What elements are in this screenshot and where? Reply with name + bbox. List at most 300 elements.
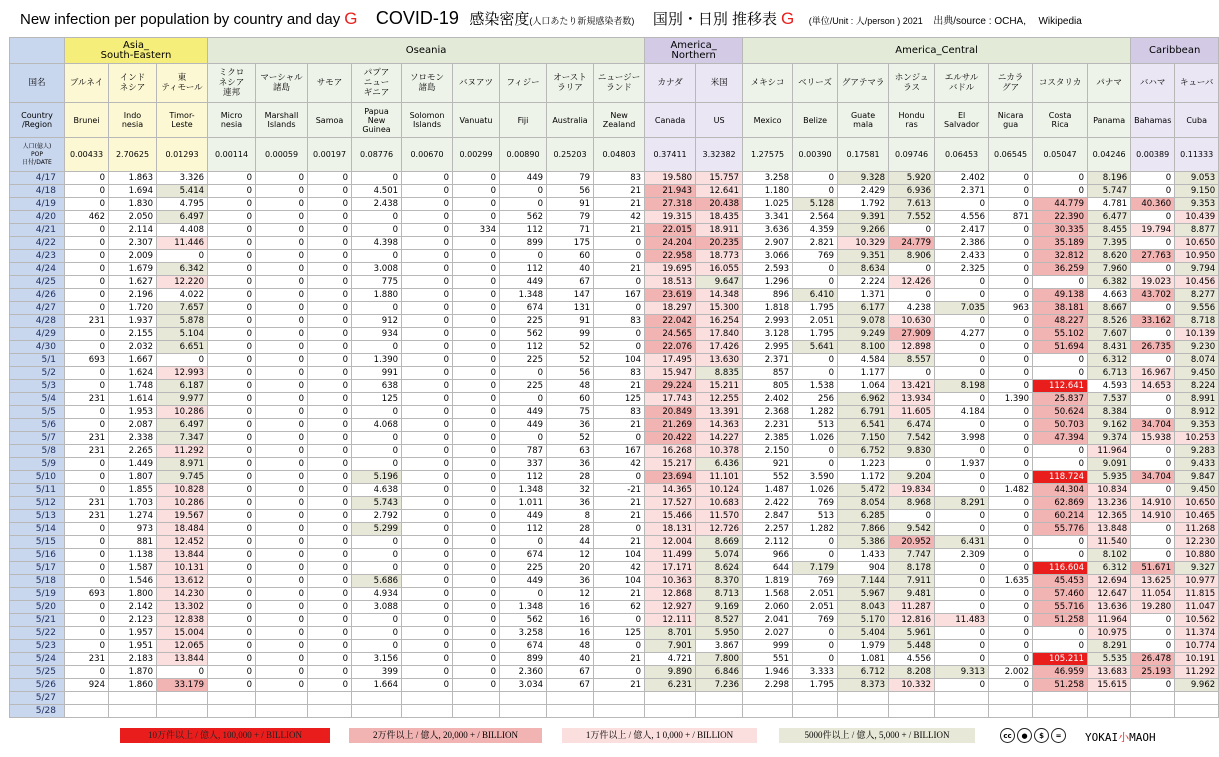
value-cell: 2.402	[935, 172, 989, 185]
value-cell: 0	[1033, 627, 1088, 640]
value-cell	[500, 692, 547, 705]
value-cell: 63	[547, 445, 594, 458]
value-cell: 0	[256, 484, 308, 497]
value-cell: 0	[208, 406, 256, 419]
value-cell: 0	[65, 458, 109, 471]
value-cell: 5.128	[793, 198, 838, 211]
value-cell: 9.890	[645, 666, 696, 679]
value-cell: 0	[989, 367, 1033, 380]
value-cell: 1.081	[838, 653, 889, 666]
country-name-en: Belize	[793, 103, 838, 138]
table-row	[10, 536, 1219, 549]
country-name-jp: ニカラ グア	[989, 64, 1033, 103]
date-cell: 4/19	[10, 198, 65, 211]
value-cell: 0	[256, 510, 308, 523]
value-cell: 0	[256, 614, 308, 627]
value-cell: 991	[352, 367, 402, 380]
value-cell: 62.869	[1033, 497, 1088, 510]
value-cell: 1.855	[109, 484, 157, 497]
value-cell: 0	[208, 484, 256, 497]
value-cell: 10.286	[157, 497, 208, 510]
country-name-jp: インド ネシア	[109, 64, 157, 103]
value-cell: 0	[308, 484, 352, 497]
value-cell: 10.139	[1175, 328, 1219, 341]
value-cell: 1.624	[109, 367, 157, 380]
value-cell: 0	[256, 458, 308, 471]
country-jp-row	[10, 64, 1219, 103]
value-cell: 0	[352, 302, 402, 315]
value-cell: 21	[594, 419, 645, 432]
value-cell: 13.236	[1088, 497, 1131, 510]
date-cell: 5/9	[10, 458, 65, 471]
value-cell: 871	[989, 211, 1033, 224]
value-cell: 13.625	[1131, 575, 1175, 588]
value-cell: 1.026	[793, 432, 838, 445]
value-cell: 0	[989, 536, 1033, 549]
value-cell: 8.634	[838, 263, 889, 276]
value-cell: 963	[989, 302, 1033, 315]
value-cell: 0	[594, 640, 645, 653]
value-cell: 0	[402, 523, 453, 536]
value-cell: 48.227	[1033, 315, 1088, 328]
date-cell: 5/4	[10, 393, 65, 406]
value-cell: 0	[989, 406, 1033, 419]
value-cell: 0	[402, 536, 453, 549]
value-cell: 1.546	[109, 575, 157, 588]
value-cell: 8.373	[838, 679, 889, 692]
value-cell: 28	[547, 471, 594, 484]
value-cell: 8.526	[1088, 315, 1131, 328]
table-row	[10, 640, 1219, 653]
value-cell: 1.390	[352, 354, 402, 367]
value-cell: 0	[989, 185, 1033, 198]
value-cell: 10.332	[889, 679, 935, 692]
value-cell: 0	[208, 419, 256, 432]
value-cell: 1.487	[743, 484, 793, 497]
value-cell: 1.180	[743, 185, 793, 198]
value-cell: 6.712	[838, 666, 889, 679]
value-cell: 8.178	[889, 562, 935, 575]
value-cell: 0	[402, 640, 453, 653]
value-cell: 0	[352, 341, 402, 354]
value-cell: 1.795	[793, 328, 838, 341]
value-cell: 0	[65, 523, 109, 536]
value-cell: 0	[453, 172, 500, 185]
value-cell: 21	[594, 536, 645, 549]
value-cell: 449	[500, 172, 547, 185]
value-cell: 22.015	[645, 224, 696, 237]
value-cell: 0	[256, 562, 308, 575]
value-cell: 2.402	[743, 393, 793, 406]
value-cell: 0	[256, 276, 308, 289]
value-cell: 10.683	[696, 497, 743, 510]
value-cell: 0	[402, 679, 453, 692]
country-name-en: El Salvador	[935, 103, 989, 138]
value-cell: 5.448	[889, 640, 935, 653]
value-cell: 3.636	[743, 224, 793, 237]
value-cell: 10.828	[157, 484, 208, 497]
value-cell: 0	[308, 536, 352, 549]
value-cell: 934	[352, 328, 402, 341]
value-cell: 0	[793, 445, 838, 458]
value-cell: 1.138	[109, 549, 157, 562]
value-cell: 19.794	[1131, 224, 1175, 237]
value-cell: 9.327	[1175, 562, 1219, 575]
value-cell: 0	[256, 523, 308, 536]
value-cell: 0	[402, 419, 453, 432]
value-cell: 1.282	[793, 523, 838, 536]
value-cell: 16.055	[696, 263, 743, 276]
value-cell: 14.227	[696, 432, 743, 445]
value-cell: 2.371	[935, 185, 989, 198]
value-cell: 0	[256, 575, 308, 588]
title-jp-density-sub: (人口あたり新規感染者数)	[529, 16, 635, 26]
value-cell	[594, 692, 645, 705]
value-cell: 0	[352, 432, 402, 445]
table-row	[10, 211, 1219, 224]
value-cell: 1.795	[793, 302, 838, 315]
table-row	[10, 289, 1219, 302]
value-cell: 1.795	[793, 679, 838, 692]
value-cell: 0	[935, 523, 989, 536]
value-cell: 225	[500, 354, 547, 367]
date-cell: 5/20	[10, 601, 65, 614]
value-cell: 0	[402, 497, 453, 510]
population-value: 0.00299	[453, 138, 500, 172]
date-cell: 5/8	[10, 445, 65, 458]
value-cell: 0	[65, 406, 109, 419]
value-cell: 0	[453, 510, 500, 523]
value-cell	[1131, 705, 1175, 718]
country-name-en: Hondu ras	[889, 103, 935, 138]
value-cell: 0	[256, 393, 308, 406]
value-cell: 1.282	[793, 406, 838, 419]
value-cell: 55.102	[1033, 328, 1088, 341]
value-cell: 8.291	[1088, 640, 1131, 653]
country-name-en: Indo nesia	[109, 103, 157, 138]
value-cell: 0	[989, 276, 1033, 289]
value-cell: 0	[793, 653, 838, 666]
value-cell: 0	[65, 627, 109, 640]
value-cell: 3.590	[793, 471, 838, 484]
value-cell: 644	[743, 562, 793, 575]
value-cell: 0	[308, 679, 352, 692]
value-cell: 0	[453, 614, 500, 627]
value-cell: 552	[743, 471, 793, 484]
cc-icon: cc	[1000, 728, 1015, 743]
value-cell: 3.258	[500, 627, 547, 640]
value-cell: 9.391	[838, 211, 889, 224]
value-cell: 0	[453, 666, 500, 679]
value-cell: 75	[547, 406, 594, 419]
value-cell: 562	[500, 614, 547, 627]
value-cell: 0	[256, 302, 308, 315]
value-cell: 10.191	[1175, 653, 1219, 666]
value-cell: 15.300	[696, 302, 743, 315]
value-cell: 11.292	[1175, 666, 1219, 679]
value-cell: 14.910	[1131, 510, 1175, 523]
population-value: 0.00059	[256, 138, 308, 172]
value-cell: 4.584	[838, 354, 889, 367]
value-cell: 0	[65, 328, 109, 341]
value-cell: 36	[547, 458, 594, 471]
value-cell	[935, 705, 989, 718]
value-cell: 12.993	[157, 367, 208, 380]
value-cell: 0	[989, 601, 1033, 614]
value-cell: 0	[65, 666, 109, 679]
value-cell: 51.258	[1033, 679, 1088, 692]
value-cell: 0	[935, 653, 989, 666]
value-cell: 0	[402, 406, 453, 419]
value-cell: 0	[1131, 679, 1175, 692]
value-cell: 45.453	[1033, 575, 1088, 588]
value-cell: 0	[157, 666, 208, 679]
value-cell: 2.429	[838, 185, 889, 198]
value-cell: 0	[935, 640, 989, 653]
value-cell: 0	[256, 601, 308, 614]
value-cell	[308, 705, 352, 718]
value-cell: 775	[352, 276, 402, 289]
population-value: 0.01293	[157, 138, 208, 172]
population-value: 0.37411	[645, 138, 696, 172]
value-cell: 34.704	[1131, 471, 1175, 484]
population-value: 2.70625	[109, 138, 157, 172]
population-value: 3.32382	[696, 138, 743, 172]
value-cell: 0	[308, 393, 352, 406]
value-cell: 1.880	[352, 289, 402, 302]
infection-table	[9, 37, 1219, 718]
value-cell: 0	[453, 640, 500, 653]
value-cell	[838, 692, 889, 705]
country-name-jp: パナマ	[1088, 64, 1131, 103]
value-cell: 1.026	[793, 484, 838, 497]
value-cell: 0	[989, 224, 1033, 237]
value-cell: 4.795	[157, 198, 208, 211]
value-cell: 0	[453, 549, 500, 562]
value-cell: 27.909	[889, 328, 935, 341]
table-row	[10, 484, 1219, 497]
value-cell: 10.562	[1175, 614, 1219, 627]
value-cell: 13.934	[889, 393, 935, 406]
value-cell: 0	[208, 458, 256, 471]
value-cell: 4.638	[352, 484, 402, 497]
value-cell: 0	[402, 211, 453, 224]
value-cell: 9.450	[1175, 484, 1219, 497]
country-name-jp: キューバ	[1175, 64, 1219, 103]
value-cell: 12.816	[889, 614, 935, 627]
value-cell: 0	[402, 315, 453, 328]
value-cell: 0	[208, 666, 256, 679]
title-jp-table: 国別・日別 推移表	[652, 11, 778, 28]
value-cell: 0	[453, 211, 500, 224]
value-cell: 0	[989, 237, 1033, 250]
value-cell: 2.325	[935, 263, 989, 276]
value-cell: 0	[65, 341, 109, 354]
value-cell: 0	[208, 575, 256, 588]
value-cell: 0	[889, 458, 935, 471]
value-cell: 44.304	[1033, 484, 1088, 497]
value-cell: 14.910	[1131, 497, 1175, 510]
value-cell: 225	[500, 562, 547, 575]
value-cell: 0	[157, 250, 208, 263]
value-cell: 131	[547, 302, 594, 315]
value-cell: 674	[500, 640, 547, 653]
value-cell: 32	[547, 484, 594, 497]
value-cell: 231	[65, 445, 109, 458]
country-name-jp: サモア	[308, 64, 352, 103]
value-cell: 1.957	[109, 627, 157, 640]
value-cell: 8.991	[1175, 393, 1219, 406]
value-cell: 0	[889, 289, 935, 302]
date-cell: 5/15	[10, 536, 65, 549]
value-cell: 8.713	[696, 588, 743, 601]
value-cell: 899	[500, 653, 547, 666]
date-cell: 4/27	[10, 302, 65, 315]
value-cell: 0	[308, 575, 352, 588]
value-cell: 116.604	[1033, 562, 1088, 575]
value-cell: 5.074	[696, 549, 743, 562]
value-cell: 7.657	[157, 302, 208, 315]
value-cell: 15.947	[645, 367, 696, 380]
value-cell: 18.131	[645, 523, 696, 536]
value-cell: 0	[1033, 445, 1088, 458]
value-cell: 16	[547, 614, 594, 627]
value-cell: 0	[402, 185, 453, 198]
value-cell: 562	[500, 211, 547, 224]
value-cell: 805	[743, 380, 793, 393]
value-cell: 12.726	[696, 523, 743, 536]
value-cell: 19.315	[645, 211, 696, 224]
value-cell: 0	[208, 601, 256, 614]
value-cell: 2.032	[109, 341, 157, 354]
value-cell	[793, 692, 838, 705]
value-cell: 0	[1033, 185, 1088, 198]
value-cell: 0	[308, 458, 352, 471]
population-value: 1.27575	[743, 138, 793, 172]
value-cell	[547, 705, 594, 718]
population-value: 0.00114	[208, 138, 256, 172]
value-cell: 0	[308, 666, 352, 679]
value-cell: 0	[402, 575, 453, 588]
value-cell: 91	[547, 198, 594, 211]
value-cell: 40	[547, 263, 594, 276]
table-row	[10, 328, 1219, 341]
value-cell: 1.664	[352, 679, 402, 692]
value-cell: 0	[1131, 536, 1175, 549]
value-cell	[838, 705, 889, 718]
value-cell: 8.701	[645, 627, 696, 640]
value-cell: 13.421	[889, 380, 935, 393]
country-name-jp: バハマ	[1131, 64, 1175, 103]
value-cell: 4.663	[1088, 289, 1131, 302]
country-name-en: Samoa	[308, 103, 352, 138]
value-cell: 0	[989, 640, 1033, 653]
value-cell: 1.348	[500, 484, 547, 497]
value-cell: 5.170	[838, 614, 889, 627]
value-cell: 0	[308, 198, 352, 211]
value-cell: 0	[402, 549, 453, 562]
value-cell: 0	[65, 367, 109, 380]
value-cell: 18.773	[696, 250, 743, 263]
value-cell: 21	[594, 198, 645, 211]
value-cell	[1033, 705, 1088, 718]
value-cell: 17.840	[696, 328, 743, 341]
value-cell: 0	[308, 289, 352, 302]
region-header: Caribbean	[1131, 38, 1219, 64]
value-cell: 15.757	[696, 172, 743, 185]
value-cell	[65, 692, 109, 705]
value-cell: 0	[308, 250, 352, 263]
value-cell: 0	[594, 276, 645, 289]
value-cell: 0	[256, 406, 308, 419]
value-cell: 36.259	[1033, 263, 1088, 276]
value-cell: 21	[594, 263, 645, 276]
value-cell: 7.613	[889, 198, 935, 211]
value-cell: 9.450	[1175, 367, 1219, 380]
value-cell: 256	[793, 393, 838, 406]
value-cell: 0	[989, 380, 1033, 393]
value-cell: 2.002	[989, 666, 1033, 679]
value-cell: 0	[453, 198, 500, 211]
value-cell	[889, 705, 935, 718]
value-cell	[402, 705, 453, 718]
value-cell: 0	[402, 289, 453, 302]
value-cell: 0	[1033, 536, 1088, 549]
value-cell: 16.967	[1131, 367, 1175, 380]
value-cell: 10.650	[1175, 237, 1219, 250]
value-cell: 4.359	[793, 224, 838, 237]
value-cell: 0	[65, 536, 109, 549]
value-cell: 0	[256, 211, 308, 224]
value-cell: 2.385	[743, 432, 793, 445]
value-cell: 2.298	[743, 679, 793, 692]
value-cell: 0	[989, 328, 1033, 341]
value-cell: 9.556	[1175, 302, 1219, 315]
value-cell: 71	[547, 224, 594, 237]
date-cell: 4/24	[10, 263, 65, 276]
value-cell: 9.481	[889, 588, 935, 601]
value-cell: 1.635	[989, 575, 1033, 588]
value-cell: 2.422	[743, 497, 793, 510]
value-cell: 231	[65, 497, 109, 510]
value-cell: 0	[935, 341, 989, 354]
title-wikipedia: Wikipedia	[1038, 16, 1082, 27]
country-name-en: Papua New Guinea	[352, 103, 402, 138]
value-cell: 0	[935, 393, 989, 406]
value-cell: 0	[308, 653, 352, 666]
value-cell: 0	[889, 224, 935, 237]
value-cell: 9.091	[1088, 458, 1131, 471]
date-cell: 5/27	[10, 692, 65, 705]
value-cell: 33.179	[157, 679, 208, 692]
title-unit: (単位/Unit : 人/person ) 2021	[808, 16, 923, 26]
value-cell: 12.927	[645, 601, 696, 614]
value-cell: 0	[65, 484, 109, 497]
value-cell: 21	[594, 679, 645, 692]
value-cell: 0	[308, 341, 352, 354]
table-row	[10, 601, 1219, 614]
table-row	[10, 224, 1219, 237]
value-cell: 12.255	[696, 393, 743, 406]
value-cell: 0	[208, 393, 256, 406]
value-cell: 4.556	[935, 211, 989, 224]
value-cell: 9.169	[696, 601, 743, 614]
table-row	[10, 575, 1219, 588]
value-cell: 1.568	[743, 588, 793, 601]
value-cell: 11.446	[157, 237, 208, 250]
date-cell: 5/23	[10, 640, 65, 653]
value-cell: 0	[208, 471, 256, 484]
